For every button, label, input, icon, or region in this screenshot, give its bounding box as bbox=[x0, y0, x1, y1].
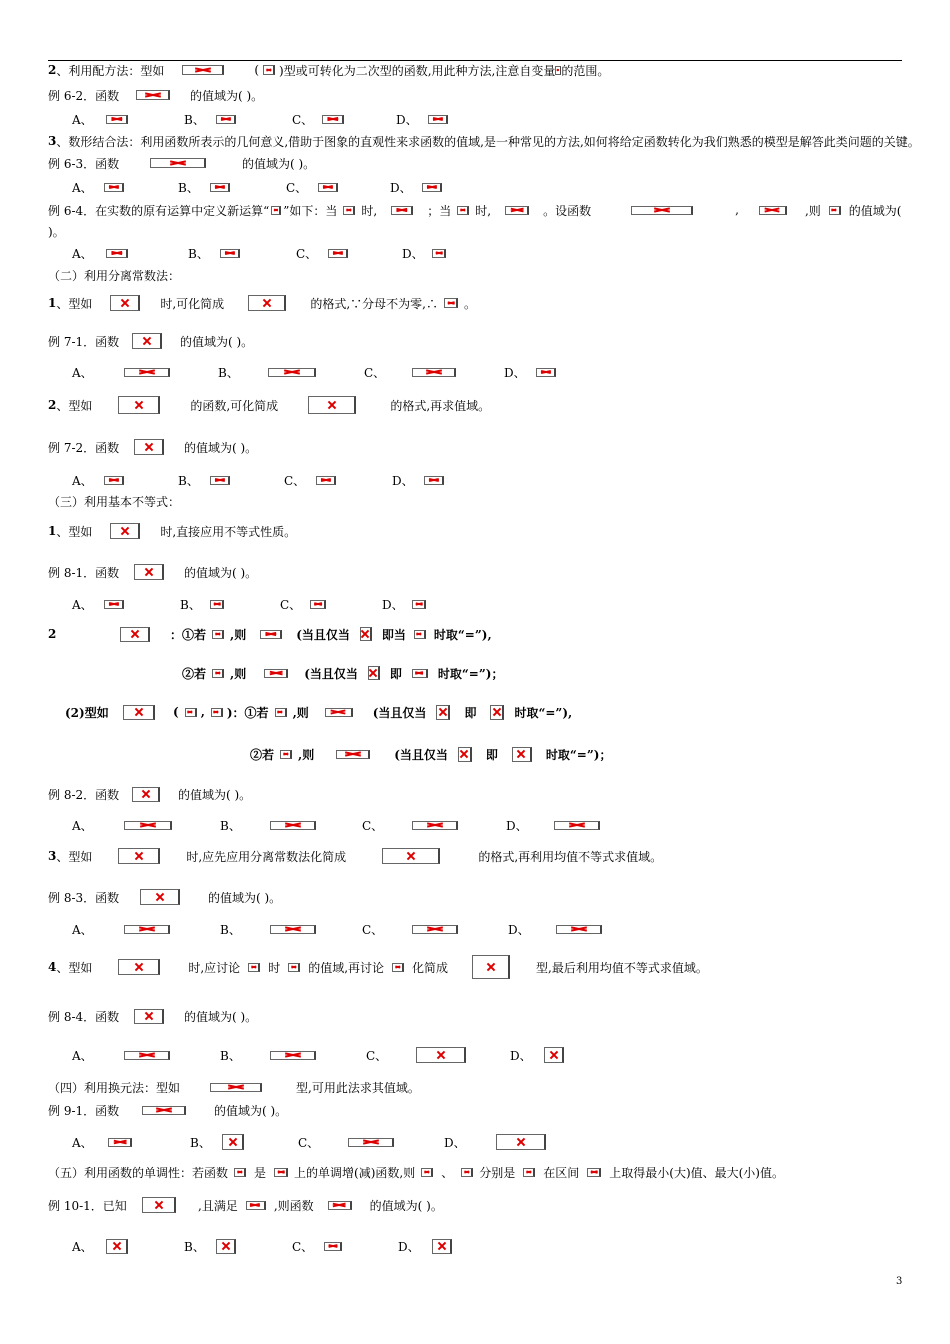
text: 即 bbox=[485, 747, 498, 762]
formula-image bbox=[270, 1051, 316, 1060]
formula-image bbox=[428, 115, 448, 124]
options-8-4 bbox=[72, 1045, 564, 1065]
text: ；当 bbox=[427, 203, 452, 218]
formula-image bbox=[436, 705, 450, 720]
option-label: B、 bbox=[178, 473, 199, 488]
text: 例 6-4．在实数的原有运算中定义新运算“ bbox=[48, 203, 270, 218]
formula-image bbox=[536, 368, 556, 377]
formula-image bbox=[210, 1083, 262, 1092]
formula-image bbox=[210, 600, 224, 609]
formula-image bbox=[512, 747, 532, 762]
formula-image bbox=[432, 1239, 452, 1254]
formula-image bbox=[106, 249, 128, 258]
formula-image bbox=[544, 1047, 564, 1063]
formula-image bbox=[271, 206, 281, 215]
text: 即 bbox=[389, 666, 402, 681]
formula-image bbox=[318, 183, 338, 192]
text: 的值域为( )。 bbox=[214, 1103, 288, 1118]
formula-image bbox=[457, 206, 469, 215]
text: 的值域为( )。 bbox=[208, 890, 282, 905]
text: 、型如 bbox=[56, 849, 93, 864]
text: 例 8-1．函数 bbox=[48, 565, 120, 580]
text: 。 bbox=[464, 296, 477, 311]
text: 即 bbox=[464, 705, 477, 720]
options-6-3 bbox=[72, 178, 442, 196]
options-8-1 bbox=[72, 595, 426, 613]
option-label: D、 bbox=[398, 1239, 420, 1254]
item-number: 2 bbox=[48, 63, 57, 77]
formula-image bbox=[118, 848, 160, 864]
item-number: 3 bbox=[48, 849, 57, 863]
text: 的值域为( )。 bbox=[190, 88, 264, 103]
example-6-4 bbox=[48, 201, 901, 219]
formula-image bbox=[556, 925, 602, 934]
text: 的值域为( )。 bbox=[184, 565, 258, 580]
formula-image bbox=[414, 630, 426, 639]
example-8-3 bbox=[48, 887, 281, 907]
text: )：①若 bbox=[226, 705, 269, 720]
formula-image bbox=[212, 669, 224, 678]
formula-image bbox=[328, 1201, 352, 1210]
text: 、型如 bbox=[56, 960, 93, 975]
text: 在区间 bbox=[543, 1165, 580, 1180]
formula-image bbox=[368, 666, 380, 680]
example-6-4-cont bbox=[48, 222, 65, 240]
text: 时, bbox=[475, 203, 492, 218]
formula-image bbox=[759, 206, 787, 215]
text: 的格式,再利用均值不等式求值域。 bbox=[478, 849, 663, 864]
text: 时 bbox=[268, 960, 281, 975]
text: 的格式,再求值域。 bbox=[390, 398, 491, 413]
option-label: D、 bbox=[510, 1048, 532, 1063]
text: 的值域为( )。 bbox=[369, 1198, 443, 1213]
formula-image bbox=[432, 249, 446, 258]
formula-image bbox=[234, 1168, 246, 1177]
formula-image bbox=[222, 1134, 244, 1150]
formula-image bbox=[268, 368, 316, 377]
text: ,则 bbox=[230, 627, 247, 642]
text: 上取得最小(大)值、最大(小)值。 bbox=[609, 1165, 784, 1180]
formula-image bbox=[496, 1134, 546, 1150]
formula-image bbox=[124, 368, 170, 377]
formula-image bbox=[216, 115, 236, 124]
text: ：①若 bbox=[170, 627, 207, 642]
formula-image bbox=[118, 959, 160, 975]
example-8-2 bbox=[48, 784, 251, 804]
formula-image bbox=[216, 1239, 236, 1254]
formula-image bbox=[124, 1051, 170, 1060]
formula-image bbox=[310, 600, 326, 609]
option-label: C、 bbox=[292, 1239, 314, 1254]
text: ,则 bbox=[292, 705, 309, 720]
option-label: D、 bbox=[504, 365, 526, 380]
option-label: B、 bbox=[220, 1048, 241, 1063]
text: )。 bbox=[48, 224, 65, 239]
method-3-2-2b bbox=[250, 744, 611, 764]
text: 上的单调增(减)函数,则 bbox=[294, 1165, 416, 1180]
section-5-heading bbox=[48, 1163, 784, 1181]
section-2-heading bbox=[48, 266, 180, 284]
formula-image bbox=[140, 889, 180, 905]
formula-image bbox=[382, 848, 440, 864]
text: 。设函数 bbox=[543, 203, 592, 218]
text: 型,可用此法求其值域。 bbox=[296, 1080, 420, 1095]
formula-image bbox=[185, 708, 197, 717]
formula-image bbox=[280, 750, 292, 759]
text: 、 bbox=[441, 1165, 454, 1180]
text: 例 9-1．函数 bbox=[48, 1103, 120, 1118]
text: 即当 bbox=[381, 627, 406, 642]
text: 时取“=”), bbox=[514, 705, 573, 720]
text: 时,应先应用分离常数法化简成 bbox=[186, 849, 347, 864]
text: ,则函数 bbox=[273, 1198, 314, 1213]
method-3-4 bbox=[48, 954, 708, 980]
text: (当且仅当 bbox=[296, 627, 350, 642]
formula-image bbox=[412, 821, 458, 830]
text: 例 6-3．函数 bbox=[48, 156, 120, 171]
option-label: C、 bbox=[362, 922, 384, 937]
option-label: C、 bbox=[296, 246, 318, 261]
formula-image bbox=[134, 564, 164, 580]
options-7-1 bbox=[72, 363, 556, 381]
formula-image bbox=[123, 705, 155, 720]
formula-image bbox=[142, 1106, 186, 1115]
method-3-line bbox=[48, 132, 920, 150]
formula-image bbox=[422, 183, 442, 192]
section-heading: （五）利用函数的单调性：若函数 bbox=[48, 1165, 229, 1180]
options-8-2 bbox=[72, 816, 600, 834]
text: 、型如 bbox=[56, 398, 93, 413]
formula-image bbox=[136, 90, 170, 100]
formula-image bbox=[124, 925, 170, 934]
formula-image bbox=[104, 600, 124, 609]
text: ,则 bbox=[804, 203, 821, 218]
option-label: C、 bbox=[286, 180, 308, 195]
option-label: A、 bbox=[72, 1239, 93, 1254]
formula-image bbox=[416, 1047, 466, 1063]
item-number: 3 bbox=[48, 134, 57, 148]
option-label: B、 bbox=[220, 922, 241, 937]
option-label: B、 bbox=[184, 1239, 205, 1254]
formula-image bbox=[587, 1168, 601, 1177]
example-10-1 bbox=[48, 1195, 443, 1215]
formula-image bbox=[212, 630, 224, 639]
option-label: B、 bbox=[218, 365, 239, 380]
example-8-4 bbox=[48, 1006, 257, 1026]
formula-image bbox=[554, 821, 600, 830]
formula-image bbox=[336, 750, 370, 759]
option-label: B、 bbox=[180, 597, 201, 612]
text: 的值域为( )。 bbox=[242, 156, 316, 171]
formula-image bbox=[248, 963, 260, 972]
example-6-3 bbox=[48, 154, 315, 172]
example-6-2 bbox=[48, 86, 263, 104]
option-label: A、 bbox=[72, 112, 93, 127]
item-number: 1 bbox=[48, 296, 57, 310]
options-6-2 bbox=[72, 110, 448, 128]
formula-image bbox=[248, 295, 286, 311]
method-3-1 bbox=[48, 521, 296, 541]
formula-image bbox=[274, 1168, 288, 1177]
option-label: A、 bbox=[72, 473, 93, 488]
formula-image bbox=[360, 627, 372, 641]
text: 、利用配方法：型如 bbox=[56, 63, 165, 78]
formula-image bbox=[263, 65, 275, 75]
option-label: A、 bbox=[72, 246, 93, 261]
formula-image bbox=[490, 705, 504, 720]
option-label: D、 bbox=[390, 180, 412, 195]
formula-image bbox=[461, 1168, 473, 1177]
option-label: B、 bbox=[178, 180, 199, 195]
section-heading: （二）利用分离常数法： bbox=[48, 268, 181, 283]
section-heading: （四）利用换元法：型如 bbox=[48, 1080, 181, 1095]
method-2-2 bbox=[48, 394, 490, 416]
option-label: B、 bbox=[220, 818, 241, 833]
formula-image bbox=[104, 183, 124, 192]
text: 是 bbox=[254, 1165, 267, 1180]
text: 时, bbox=[361, 203, 378, 218]
text: ,且满足 bbox=[198, 1198, 238, 1213]
text: ”如下：当 bbox=[283, 203, 338, 218]
formula-image bbox=[106, 1239, 128, 1254]
option-label: B、 bbox=[188, 246, 209, 261]
formula-image bbox=[324, 1242, 342, 1251]
text: 的格式,∵分母不为零,∴ bbox=[310, 296, 438, 311]
text: ②若 bbox=[250, 747, 275, 762]
formula-image bbox=[421, 1168, 433, 1177]
option-label: C、 bbox=[362, 818, 384, 833]
formula-image bbox=[412, 368, 456, 377]
text: 例 6-2．函数 bbox=[48, 88, 120, 103]
option-label: C、 bbox=[364, 365, 386, 380]
example-9-1 bbox=[48, 1101, 287, 1119]
option-label: A、 bbox=[72, 597, 93, 612]
text: ,则 bbox=[298, 747, 315, 762]
formula-image bbox=[523, 1168, 535, 1177]
text: (当且仅当 bbox=[394, 747, 448, 762]
formula-image bbox=[132, 787, 160, 802]
formula-image bbox=[308, 396, 356, 414]
option-label: A、 bbox=[72, 180, 93, 195]
method-2-1 bbox=[48, 293, 476, 313]
option-label: B、 bbox=[184, 112, 205, 127]
text: 分别是 bbox=[479, 1165, 516, 1180]
option-label: A、 bbox=[72, 1048, 93, 1063]
option-label: D、 bbox=[444, 1135, 466, 1150]
options-8-3 bbox=[72, 920, 602, 938]
option-label: A、 bbox=[72, 818, 93, 833]
formula-image bbox=[472, 955, 510, 979]
text: , bbox=[200, 705, 205, 719]
text: 例 7-2．函数 bbox=[48, 440, 120, 455]
formula-image bbox=[348, 1138, 394, 1147]
text: 时,应讨论 bbox=[188, 960, 241, 975]
text: 、型如 bbox=[56, 524, 93, 539]
option-label: D、 bbox=[506, 818, 528, 833]
text: 、型如 bbox=[56, 296, 93, 311]
text: 例 10-1．已知 bbox=[48, 1198, 127, 1213]
text: 例 8-2．函数 bbox=[48, 787, 120, 802]
method-3-2-1b bbox=[182, 663, 503, 683]
formula-image bbox=[134, 439, 164, 455]
method-2-line bbox=[48, 61, 609, 79]
option-label: A、 bbox=[72, 922, 93, 937]
text: 型,最后利用均值不等式求值域。 bbox=[536, 960, 708, 975]
item-number: 1 bbox=[48, 524, 57, 538]
option-label: C、 bbox=[298, 1135, 320, 1150]
formula-image bbox=[275, 708, 287, 717]
formula-image bbox=[260, 630, 282, 639]
text: 例 8-4．函数 bbox=[48, 1009, 120, 1024]
formula-image bbox=[264, 669, 288, 678]
formula-image bbox=[322, 115, 344, 124]
text: 时,直接应用不等式性质。 bbox=[160, 524, 297, 539]
text: , bbox=[735, 203, 739, 217]
option-label: A、 bbox=[72, 1135, 93, 1150]
formula-image bbox=[110, 295, 140, 311]
formula-image bbox=[391, 206, 413, 215]
option-label: D、 bbox=[508, 922, 530, 937]
option-label: C、 bbox=[292, 112, 314, 127]
option-label: D、 bbox=[392, 473, 414, 488]
option-label: A、 bbox=[72, 365, 93, 380]
section-3-heading bbox=[48, 492, 180, 510]
formula-image bbox=[108, 1138, 132, 1147]
formula-image bbox=[246, 1201, 266, 1210]
formula-image bbox=[220, 249, 240, 258]
item-number: 2 bbox=[48, 398, 57, 412]
formula-image bbox=[120, 627, 150, 642]
text: 时取“=”)； bbox=[545, 747, 612, 762]
formula-image bbox=[150, 158, 206, 168]
formula-image bbox=[118, 396, 160, 414]
formula-image bbox=[328, 249, 348, 258]
options-7-2 bbox=[72, 471, 444, 489]
formula-image bbox=[270, 925, 316, 934]
formula-image bbox=[392, 963, 404, 972]
method-3-2-2 bbox=[65, 702, 572, 722]
text: ( bbox=[254, 63, 260, 77]
formula-image bbox=[124, 821, 172, 830]
example-7-2 bbox=[48, 437, 257, 457]
text: 时取“=”)； bbox=[437, 666, 504, 681]
formula-image bbox=[210, 476, 230, 485]
text: ,则 bbox=[230, 666, 247, 681]
text: 时,可化简成 bbox=[160, 296, 225, 311]
formula-image bbox=[270, 821, 316, 830]
options-10-1 bbox=[72, 1236, 452, 1256]
formula-image bbox=[631, 206, 693, 215]
example-8-1 bbox=[48, 562, 257, 582]
text: 的值域为( )。 bbox=[178, 787, 252, 802]
example-7-1 bbox=[48, 331, 253, 351]
section-heading: （三）利用基本不等式： bbox=[48, 494, 181, 509]
method-3-2-1 bbox=[48, 624, 492, 644]
text: (当且仅当 bbox=[372, 705, 427, 720]
formula-image bbox=[142, 1197, 176, 1213]
text: 的值域为( bbox=[848, 203, 902, 218]
text: 的值域为( )。 bbox=[184, 440, 258, 455]
method-3-3 bbox=[48, 846, 662, 866]
text: ( bbox=[173, 705, 179, 719]
formula-image bbox=[458, 747, 472, 762]
formula-image bbox=[316, 476, 336, 485]
formula-image bbox=[555, 66, 561, 75]
formula-image bbox=[134, 1009, 164, 1024]
formula-image bbox=[343, 206, 355, 215]
formula-image bbox=[444, 298, 458, 308]
text: 、数形结合法：利用函数所表示的几何意义,借助于图象的直观性来求函数的值域,是一种常见的方法,如何将给定函数转化为我们熟悉的模型是解答此类问题的关键。 bbox=[56, 134, 920, 149]
text: 的函数,可化简成 bbox=[190, 398, 279, 413]
formula-image bbox=[110, 523, 140, 539]
formula-image bbox=[132, 333, 162, 349]
item-number: 2 bbox=[48, 627, 57, 641]
option-label: C、 bbox=[284, 473, 306, 488]
item-number: 4 bbox=[48, 960, 57, 974]
formula-image bbox=[182, 65, 224, 75]
text: )型或可转化为二次型的函数,用此种方法,注意自变量 bbox=[279, 63, 556, 78]
item-number: (2)型如 bbox=[65, 705, 109, 720]
text: 例 8-3．函数 bbox=[48, 890, 120, 905]
formula-image bbox=[424, 476, 444, 485]
section-4-heading bbox=[48, 1078, 420, 1096]
formula-image bbox=[412, 669, 428, 678]
text: 的值域为( )。 bbox=[184, 1009, 258, 1024]
formula-image bbox=[106, 115, 128, 124]
formula-image bbox=[325, 708, 353, 717]
option-label: D、 bbox=[382, 597, 404, 612]
formula-image bbox=[412, 600, 426, 609]
text: 例 7-1．函数 bbox=[48, 334, 120, 349]
options-9-1 bbox=[72, 1132, 546, 1152]
options-6-4 bbox=[72, 244, 446, 262]
text: 化简成 bbox=[412, 960, 449, 975]
option-label: D、 bbox=[396, 112, 418, 127]
option-label: B、 bbox=[190, 1135, 211, 1150]
option-label: D、 bbox=[402, 246, 424, 261]
text: ②若 bbox=[182, 666, 207, 681]
text: 的值域,再讨论 bbox=[308, 960, 385, 975]
option-label: C、 bbox=[366, 1048, 388, 1063]
formula-image bbox=[829, 206, 841, 215]
text: 的范围。 bbox=[561, 63, 610, 78]
formula-image bbox=[288, 963, 300, 972]
formula-image bbox=[505, 206, 529, 215]
formula-image bbox=[210, 183, 230, 192]
text: 时取“=”), bbox=[433, 627, 492, 642]
formula-image bbox=[104, 476, 124, 485]
formula-image bbox=[412, 925, 458, 934]
option-label: C、 bbox=[280, 597, 302, 612]
text: 的值域为( )。 bbox=[180, 334, 254, 349]
page-number: 3 bbox=[896, 1276, 903, 1287]
formula-image bbox=[211, 708, 223, 717]
text: (当且仅当 bbox=[304, 666, 358, 681]
